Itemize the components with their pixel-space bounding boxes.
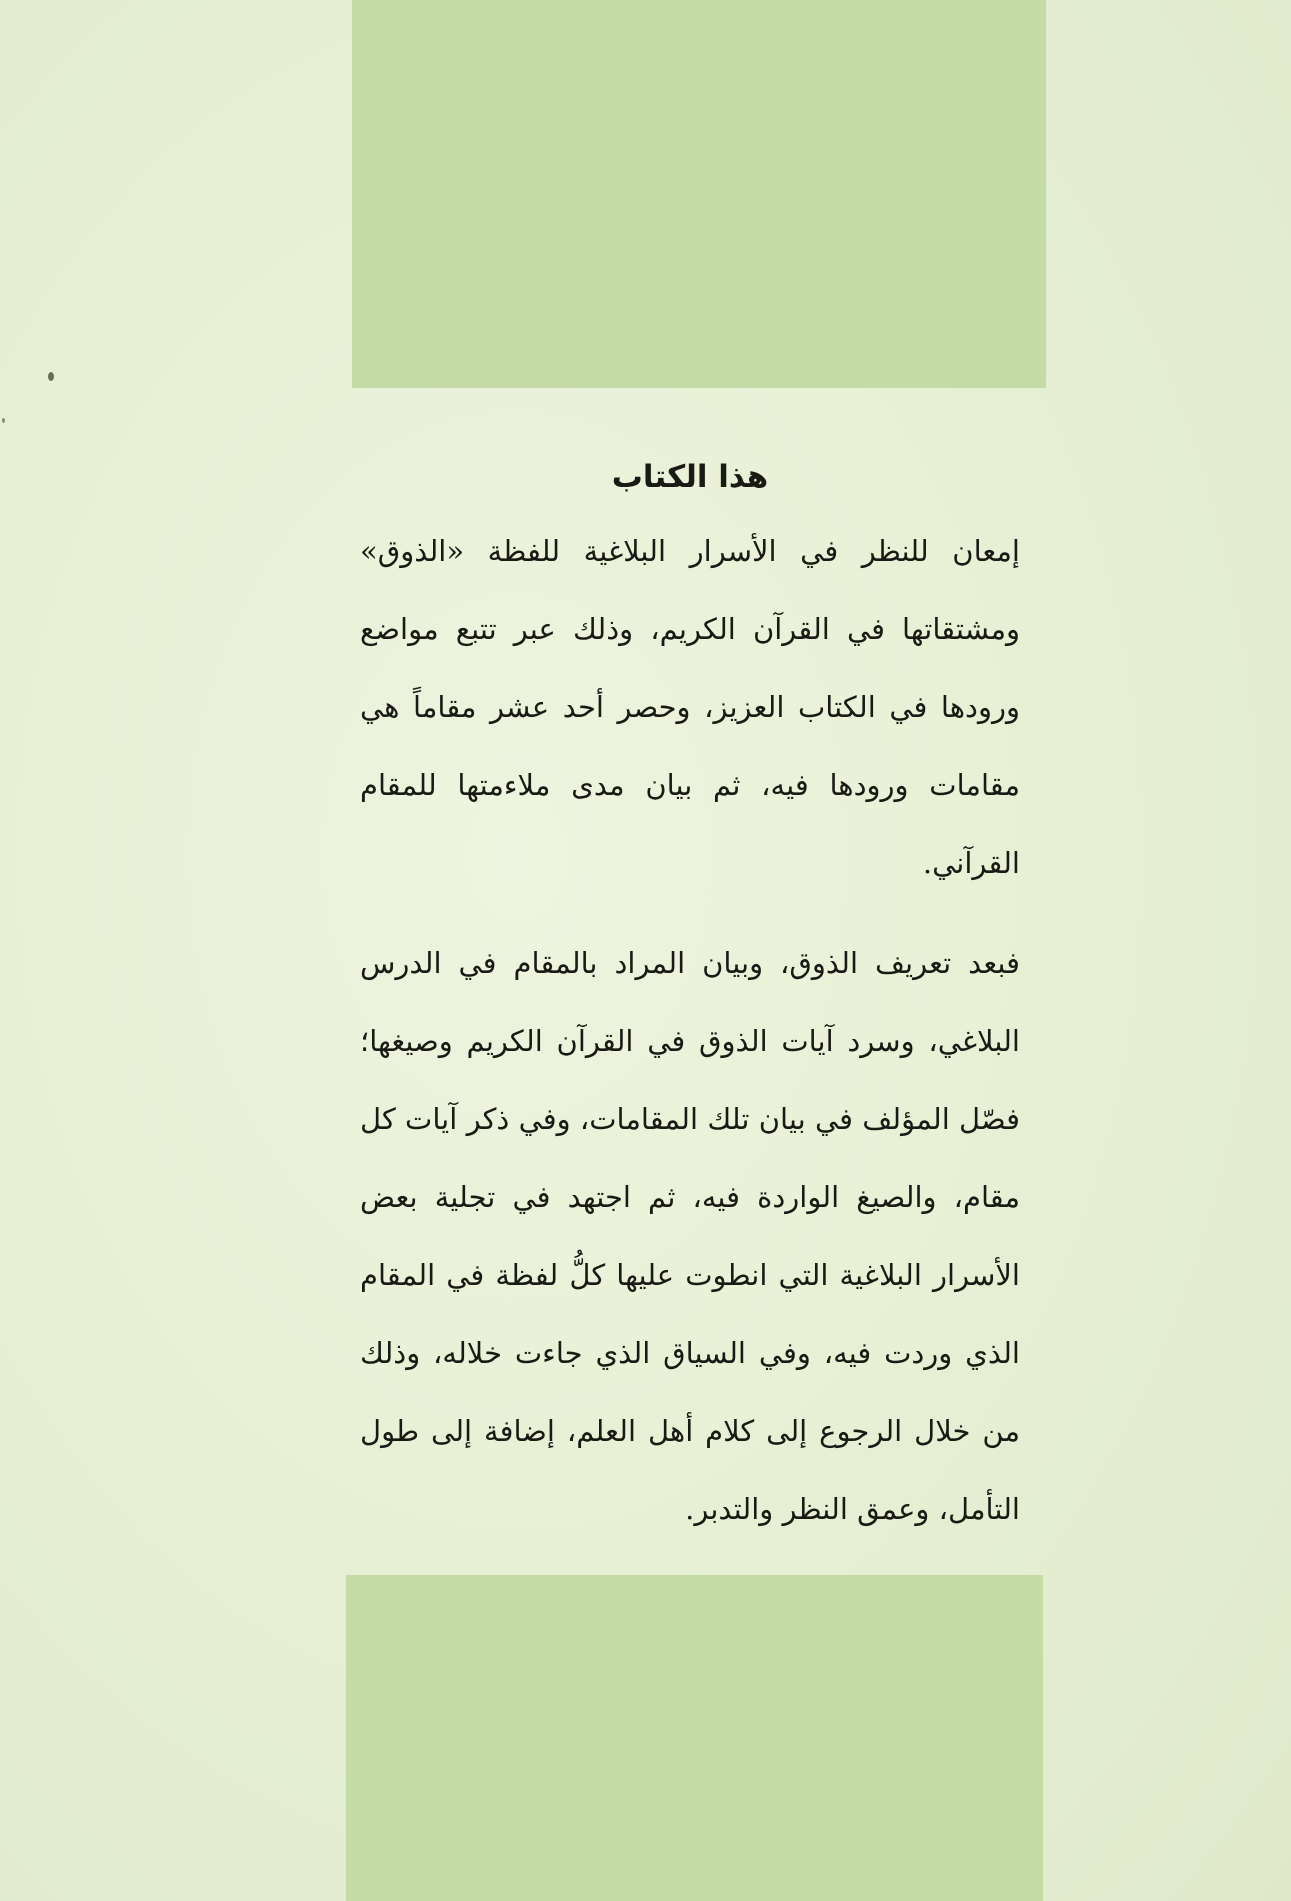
paper-speck — [2, 418, 5, 423]
top-green-panel — [352, 0, 1046, 388]
section-heading: هذا الكتاب — [611, 459, 769, 495]
paragraph-2: فبعد تعريف الذوق، وبيان المراد بالمقام في الدرس البلاغي، وسرد آيات الذوق في القرآن الكريم وصيغها؛ فصّل المؤلف في بيان تلك المقامات، وفي ذكر آيات كل مقام، والصيغ الواردة فيه، ثم اجتهد في تجلية بعض الأسرار البلاغية التي انطوت عليها كلُّ لفظة في المقام الذي وردت فيه، وفي السياق الذي جاءت خلاله، وذلك من خلال الرجوع إلى كلام أهل العلم، إضافة إلى طول التأمل، وعمق النظر والتدبر. — [360, 946, 1020, 1526]
paragraph-1: إمعان للنظر في الأسرار البلاغية للفظة «الذوق» ومشتقاتها في القرآن الكريم، وذلك عبر تتبع مواضع ورودها في الكتاب العزيز، وحصر أحد عشر مقاماً هي مقامات ورودها فيه، ثم بيان مدى ملاءمتها للمقام القرآني. — [360, 534, 1020, 880]
bottom-green-panel — [346, 1575, 1043, 1901]
paper-speck — [48, 372, 54, 381]
